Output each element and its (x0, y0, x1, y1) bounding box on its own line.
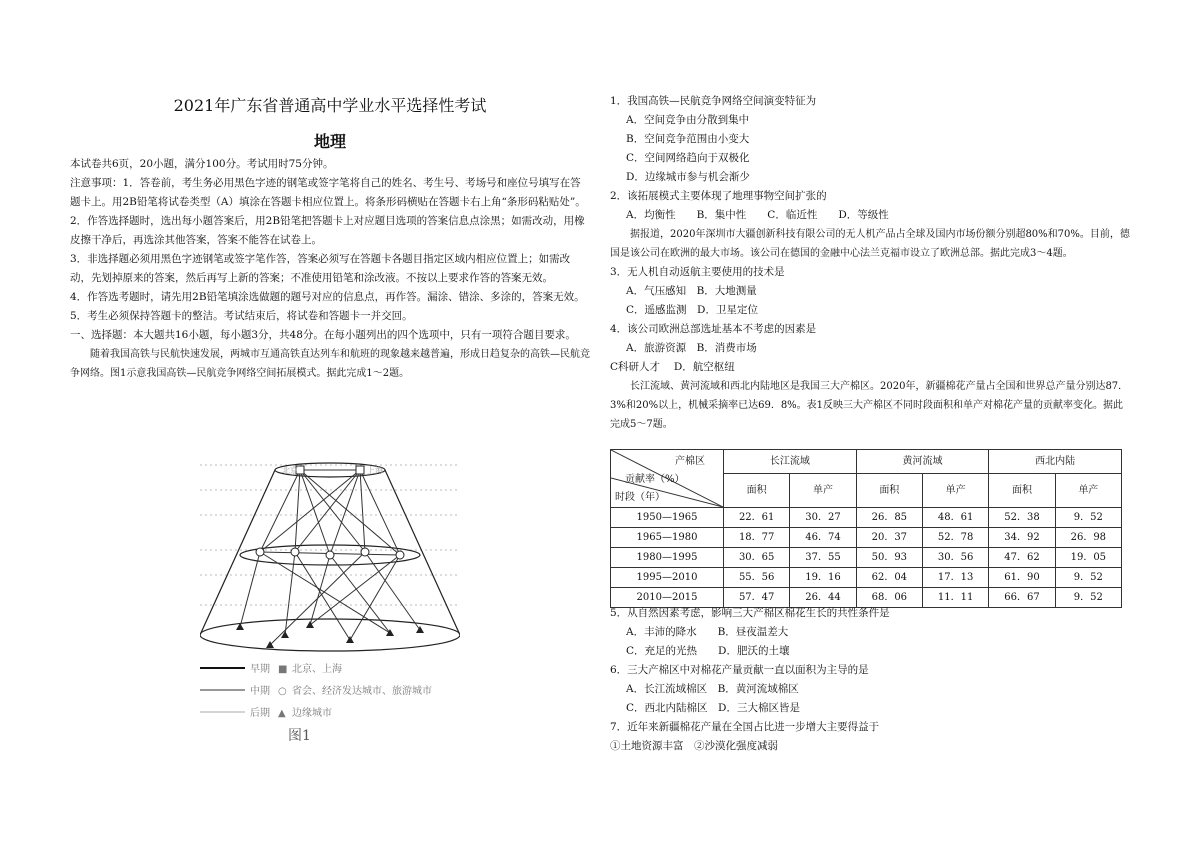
period-cell: 1965—1980 (611, 528, 724, 548)
table-row (611, 528, 1122, 548)
value-cell: 55．56 (724, 568, 790, 588)
question-1: 1．我国高铁—民航竞争网络空间演变特征为 (610, 95, 817, 107)
value-cell: 62．04 (856, 568, 922, 588)
intro-line: 本试卷共6页，20小题，满分100分。考试用时75分钟。 (70, 158, 334, 170)
value-cell: 66．67 (989, 588, 1055, 608)
question-6: 6．三大产棉区中对棉花产量贡献一直以面积为主导的是 (610, 664, 869, 676)
questions-5-7 (610, 604, 1130, 756)
question-2: 2．该拓展模式主要体现了地理事物空间扩张的 (610, 190, 827, 202)
option: C．空间网络趋向于双极化 (626, 152, 750, 164)
intro-line: 注意事项：1．答卷前，考生务必用黑色字迹的钢笔或签字笔将自己的姓名、考生号、考场号和座位号填写在答题卡上。用2B铅笔将试卷类型（A）填涂在答题卡相应位置上。将条形码横贴在答题卡右上角“条形码粘贴处”。 (70, 177, 586, 208)
option: D．边缘城市参与机会渐少 (626, 171, 750, 183)
value-cell: 11．11 (922, 588, 988, 608)
option: A．旅游资源 B．消费市场 (626, 342, 757, 354)
value-cell: 37．55 (790, 548, 856, 568)
sub-header: 面积 (989, 474, 1055, 508)
value-cell: 34．92 (989, 528, 1055, 548)
passage-1: 随着我国高铁与民航快速发展，两城市互通高铁直达列车和航班的现象越来越普遍，形成日趋复杂的高铁—民航竞争网络。图1示意我国高铁—民航竞争网络空间拓展模式。据此完成1～2题。 (70, 349, 590, 379)
option: A．均衡性 B．集中性 C．临近性 D．等级性 (626, 209, 889, 221)
sub-header: 面积 (724, 474, 790, 508)
beijing-label: 北京 (282, 466, 298, 475)
value-cell: 9．52 (1055, 568, 1121, 588)
intro-line: 3．非选择题必须用黑色字迹钢笔或签字笔作答，答案必须写在答题卡各题目指定区域内相应位置上；如需改动，先划掉原来的答案，然后再写上新的答案；不准使用铅笔和涂改液。不按以上要求作答的答案无效。 (70, 253, 571, 284)
figure-caption: 图1 (288, 728, 311, 744)
table-1-contribution (610, 449, 1122, 608)
exam-title: 2021年广东省普通高中学业水平选择性考试 (173, 96, 487, 115)
table-row (611, 508, 1122, 528)
region-header: 长江流域 (724, 450, 857, 474)
instructions (70, 155, 590, 383)
period-cell: 1950—1965 (611, 508, 724, 528)
value-cell: 19．16 (790, 568, 856, 588)
option: B．空间竞争范围由小变大 (626, 133, 750, 145)
subject-title: 地理 (313, 132, 346, 151)
question-7-statements: ①土地资源丰富 ②沙漠化强度减弱 (610, 740, 778, 752)
intro-line: 一、选择题：本大题共16小题，每小题3分，共48分。在每小题列出的四个选项中，只有一项符合题目要求。 (70, 329, 576, 341)
value-cell: 30．27 (790, 508, 856, 528)
option: C．充足的光热 D．肥沃的土壤 (626, 645, 790, 657)
legend-late-marker: ▲ (278, 708, 286, 719)
region-header: 黄河流域 (856, 450, 989, 474)
question-4: 4．该公司欧洲总部选址基本不考虑的因素是 (610, 323, 817, 335)
value-cell: 22．61 (724, 508, 790, 528)
value-cell: 20．37 (856, 528, 922, 548)
value-cell: 9．52 (1055, 508, 1121, 528)
question-7: 7．近年来新疆棉花产量在全国占比进一步增大主要得益于 (610, 721, 880, 733)
value-cell: 30．65 (724, 548, 790, 568)
value-cell: 50．93 (856, 548, 922, 568)
value-cell: 57．47 (724, 588, 790, 608)
option: C．遥感监测 D．卫星定位 (626, 304, 758, 316)
corner-period: 时段（年） (615, 492, 665, 503)
legend-mid-marker: ○ (278, 686, 287, 697)
legend-early-desc: 北京、上海 (292, 664, 342, 675)
table-row (611, 568, 1122, 588)
period-cell: 1980—1995 (611, 548, 724, 568)
value-cell: 18．77 (724, 528, 790, 548)
option: C．西北内陆棉区 D．三大棉区皆是 (626, 702, 800, 714)
option: A．空间竞争由分散到集中 (626, 114, 750, 126)
value-cell: 61．90 (989, 568, 1055, 588)
value-cell: 46．74 (790, 528, 856, 548)
value-cell: 9．52 (1055, 588, 1121, 608)
value-cell: 52．78 (922, 528, 988, 548)
intro-line: 2．作答选择题时，选出每小题答案后，用2B铅笔把答题卡上对应题目选项的答案信息点涂黑；如需改动，用橡皮擦干净后，再选涂其他答案，答案不能答在试卷上。 (70, 215, 585, 246)
value-cell: 48．61 (922, 508, 988, 528)
legend-late-period: 后期 (250, 708, 270, 719)
questions-1-4 (610, 92, 1130, 434)
value-cell: 52．38 (989, 508, 1055, 528)
period-cell: 1995—2010 (611, 568, 724, 588)
legend-late-desc: 边缘城市 (292, 708, 332, 719)
table-corner-cell (611, 450, 724, 508)
value-cell: 19．05 (1055, 548, 1121, 568)
option: A．气压感知 B．大地测量 (626, 285, 757, 297)
corner-rate: 贡献率（%） (625, 474, 685, 485)
value-cell: 17．13 (922, 568, 988, 588)
period-cell: 2010—2015 (611, 588, 724, 608)
legend-mid-period: 中期 (250, 686, 270, 697)
option: C科研人才 D．航空枢纽 (610, 361, 735, 373)
question-3: 3．无人机自动返航主要使用的技术是 (610, 266, 785, 278)
region-header: 西北内陆 (989, 450, 1122, 474)
sub-header: 单产 (922, 474, 988, 508)
sub-header: 单产 (790, 474, 856, 508)
passage-2: 据报道，2020年深圳市大疆创新科技有限公司的无人机产品占全球及国内市场份额分别超80%和70%。目前，德国是该公司在欧洲的最大市场。该公司在德国的金融中心法兰克福市设立了欧洲总部。据此完成3～4题。 (610, 229, 1130, 259)
value-cell: 68．06 (856, 588, 922, 608)
shanghai-label: 上海 (367, 466, 383, 475)
intro-line: 5．考生必须保持答题卡的整洁。考试结束后，将试卷和答题卡一并交回。 (70, 310, 413, 322)
value-cell: 47．62 (989, 548, 1055, 568)
sub-header: 单产 (1055, 474, 1121, 508)
option: A．丰沛的降水 B．昼夜温差大 (626, 626, 789, 638)
table-row (611, 548, 1122, 568)
corner-region: 产棉区 (675, 456, 705, 467)
legend-mid-desc: 省会、经济发达城市、旅游城市 (292, 686, 432, 697)
figure-1-network-diagram (200, 455, 460, 745)
passage-3: 长江流域、黄河流域和西北内陆地区是我国三大产棉区。2020年，新疆棉花产量占全国和世界总产量分别达87．3%和20%以上，机械采摘率已达69．8%。表1反映三大产棉区不同时段面积和单产对棉花产量的贡献率变化。据此完成5～7题。 (610, 381, 1129, 430)
legend-early-marker: ■ (278, 664, 288, 675)
legend-early-period: 早期 (250, 664, 270, 675)
value-cell: 26．98 (1055, 528, 1121, 548)
value-cell: 26．85 (856, 508, 922, 528)
option: A．长江流域棉区 B．黄河流域棉区 (626, 683, 799, 695)
question-5: 5．从自然因素考虑，影响三大产棉区棉花生长的共性条件是 (610, 607, 890, 619)
intro-line: 4．作答选考题时，请先用2B铅笔填涂选做题的题号对应的信息点，再作答。漏涂、错涂、多涂的，答案无效。 (70, 291, 585, 303)
value-cell: 30．56 (922, 548, 988, 568)
value-cell: 26．44 (790, 588, 856, 608)
sub-header: 面积 (856, 474, 922, 508)
